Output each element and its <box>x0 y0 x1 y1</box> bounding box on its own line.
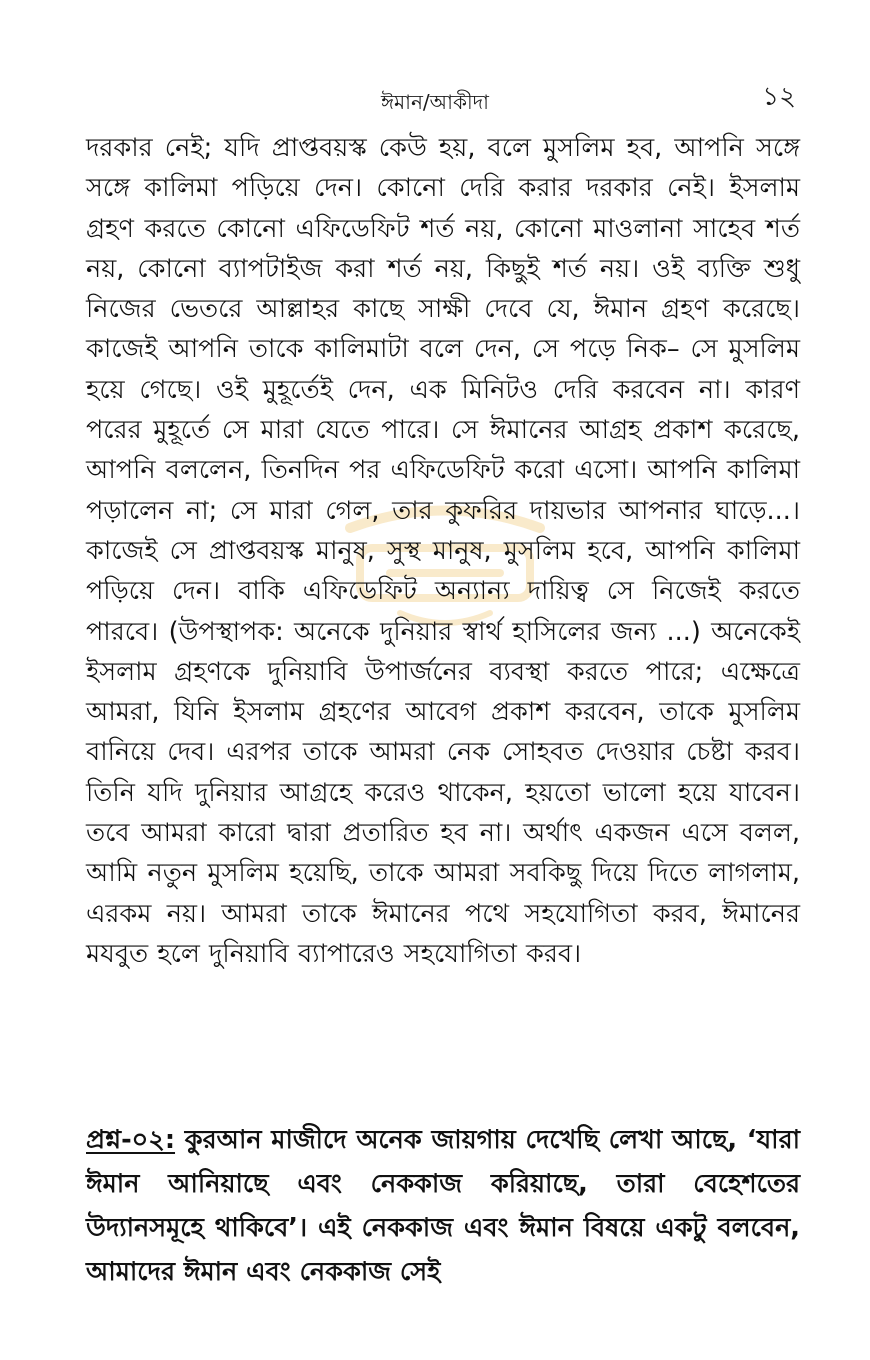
body-paragraph: দরকার নেই; যদি প্রাপ্তবয়স্ক কেউ হয়, বলে মুসলিম হব, আপনি সঙ্গে সঙ্গে কালিমা পড়িয়ে দেন। কোনো দেরি করার দরকার নেই। ইসলাম গ্রহণ করতে কোনো এফিডেফিট শর্ত নয়, কোনো মাওলানা সাহেব শর্ত নয়, কোনো ব্যাপটাইজ করা শর্ত নয়, কিছুই শর্ত নয়। ওই ব্যক্তি শুধু নিজের ভেতরে আল্লাহর কাছে সাক্ষী দেবে যে, ঈমান গ্রহণ করেছে। কাজেই আপনি তাকে কালিমাটা বলে দেন, সে পড়ে নিক– সে মুসলিম হয়ে গেছে। ওই মুহূর্তেই দেন, এক মিনিটও দেরি করবেন না। কারণ পরের মুহূর্তে সে মারা যেতে পারে। সে ঈমানের আগ্রহ প্রকাশ করেছে, আপনি বললেন, তিনদিন পর এফিডেফিট করো এসো। আপনি কালিমা পড়ালেন না; সে মারা গেল, তার কুফরির দায়ভার আপনার ঘাড়ে...। কাজেই সে প্রাপ্তবয়স্ক মানুষ, সুস্থ মানুষ, মুসলিম হবে, আপনি কালিমা পড়িয়ে দেন। বাকি এফিডেফিট অন্যান্য দায়িত্ব সে নিজেই করতে পারবে। (উপস্থাপক: অনেকে দুনিয়ার স্বার্থ হাসিলের জন্য ...) অনেকেই ইসলাম গ্রহণকে দুনিয়াবি উপার্জনের ব্যবস্থা করতে পারে; এক্ষেত্রে আমরা, যিনি ইসলাম গ্রহণের আবেগ প্রকাশ করবেন, তাকে মুসলিম বানিয়ে দেব। এরপর তাকে আমরা নেক সোহবত দেওয়ার চেষ্টা করব। তিনি যদি দুনিয়ার আগ্রহে করেও থাকেন, হয়তো ভালো হয়ে যাবেন। তবে আমরা কারো দ্বারা প্রতারিত হব না। অর্থাৎ একজন এসে বলল, আমি নতুন মুসলিম হয়েছি, তাকে আমরা সবকিছু দিয়ে দিতে লাগলাম, এরকম নয়। আমরা তাকে ঈমানের পথে সহযোগিতা করব, ঈমানের মযবুত হলে দুনিয়াবি ব্যাপারেও সহযোগিতা করব। <box>86 133 800 969</box>
page-number: ১২ <box>762 82 796 112</box>
running-head-title: ঈমান/আকীদা <box>381 90 489 114</box>
question-paragraph <box>86 1118 800 1294</box>
question-text: কুরআন মাজীদে অনেক জায়গায় দেখেছি লেখা আছে, ‘যারা ঈমান আনিয়াছে এবং নেককাজ করিয়াছে, তারা বেহেশতের উদ্যানসমূহে থাকিবে’। এই নেককাজ এবং ঈমান বিষয়ে একটু বলবেন, আমাদের ঈমান এবং নেককাজ সেই <box>86 1125 800 1287</box>
question-label: প্রশ্ন-০২: <box>86 1125 176 1155</box>
